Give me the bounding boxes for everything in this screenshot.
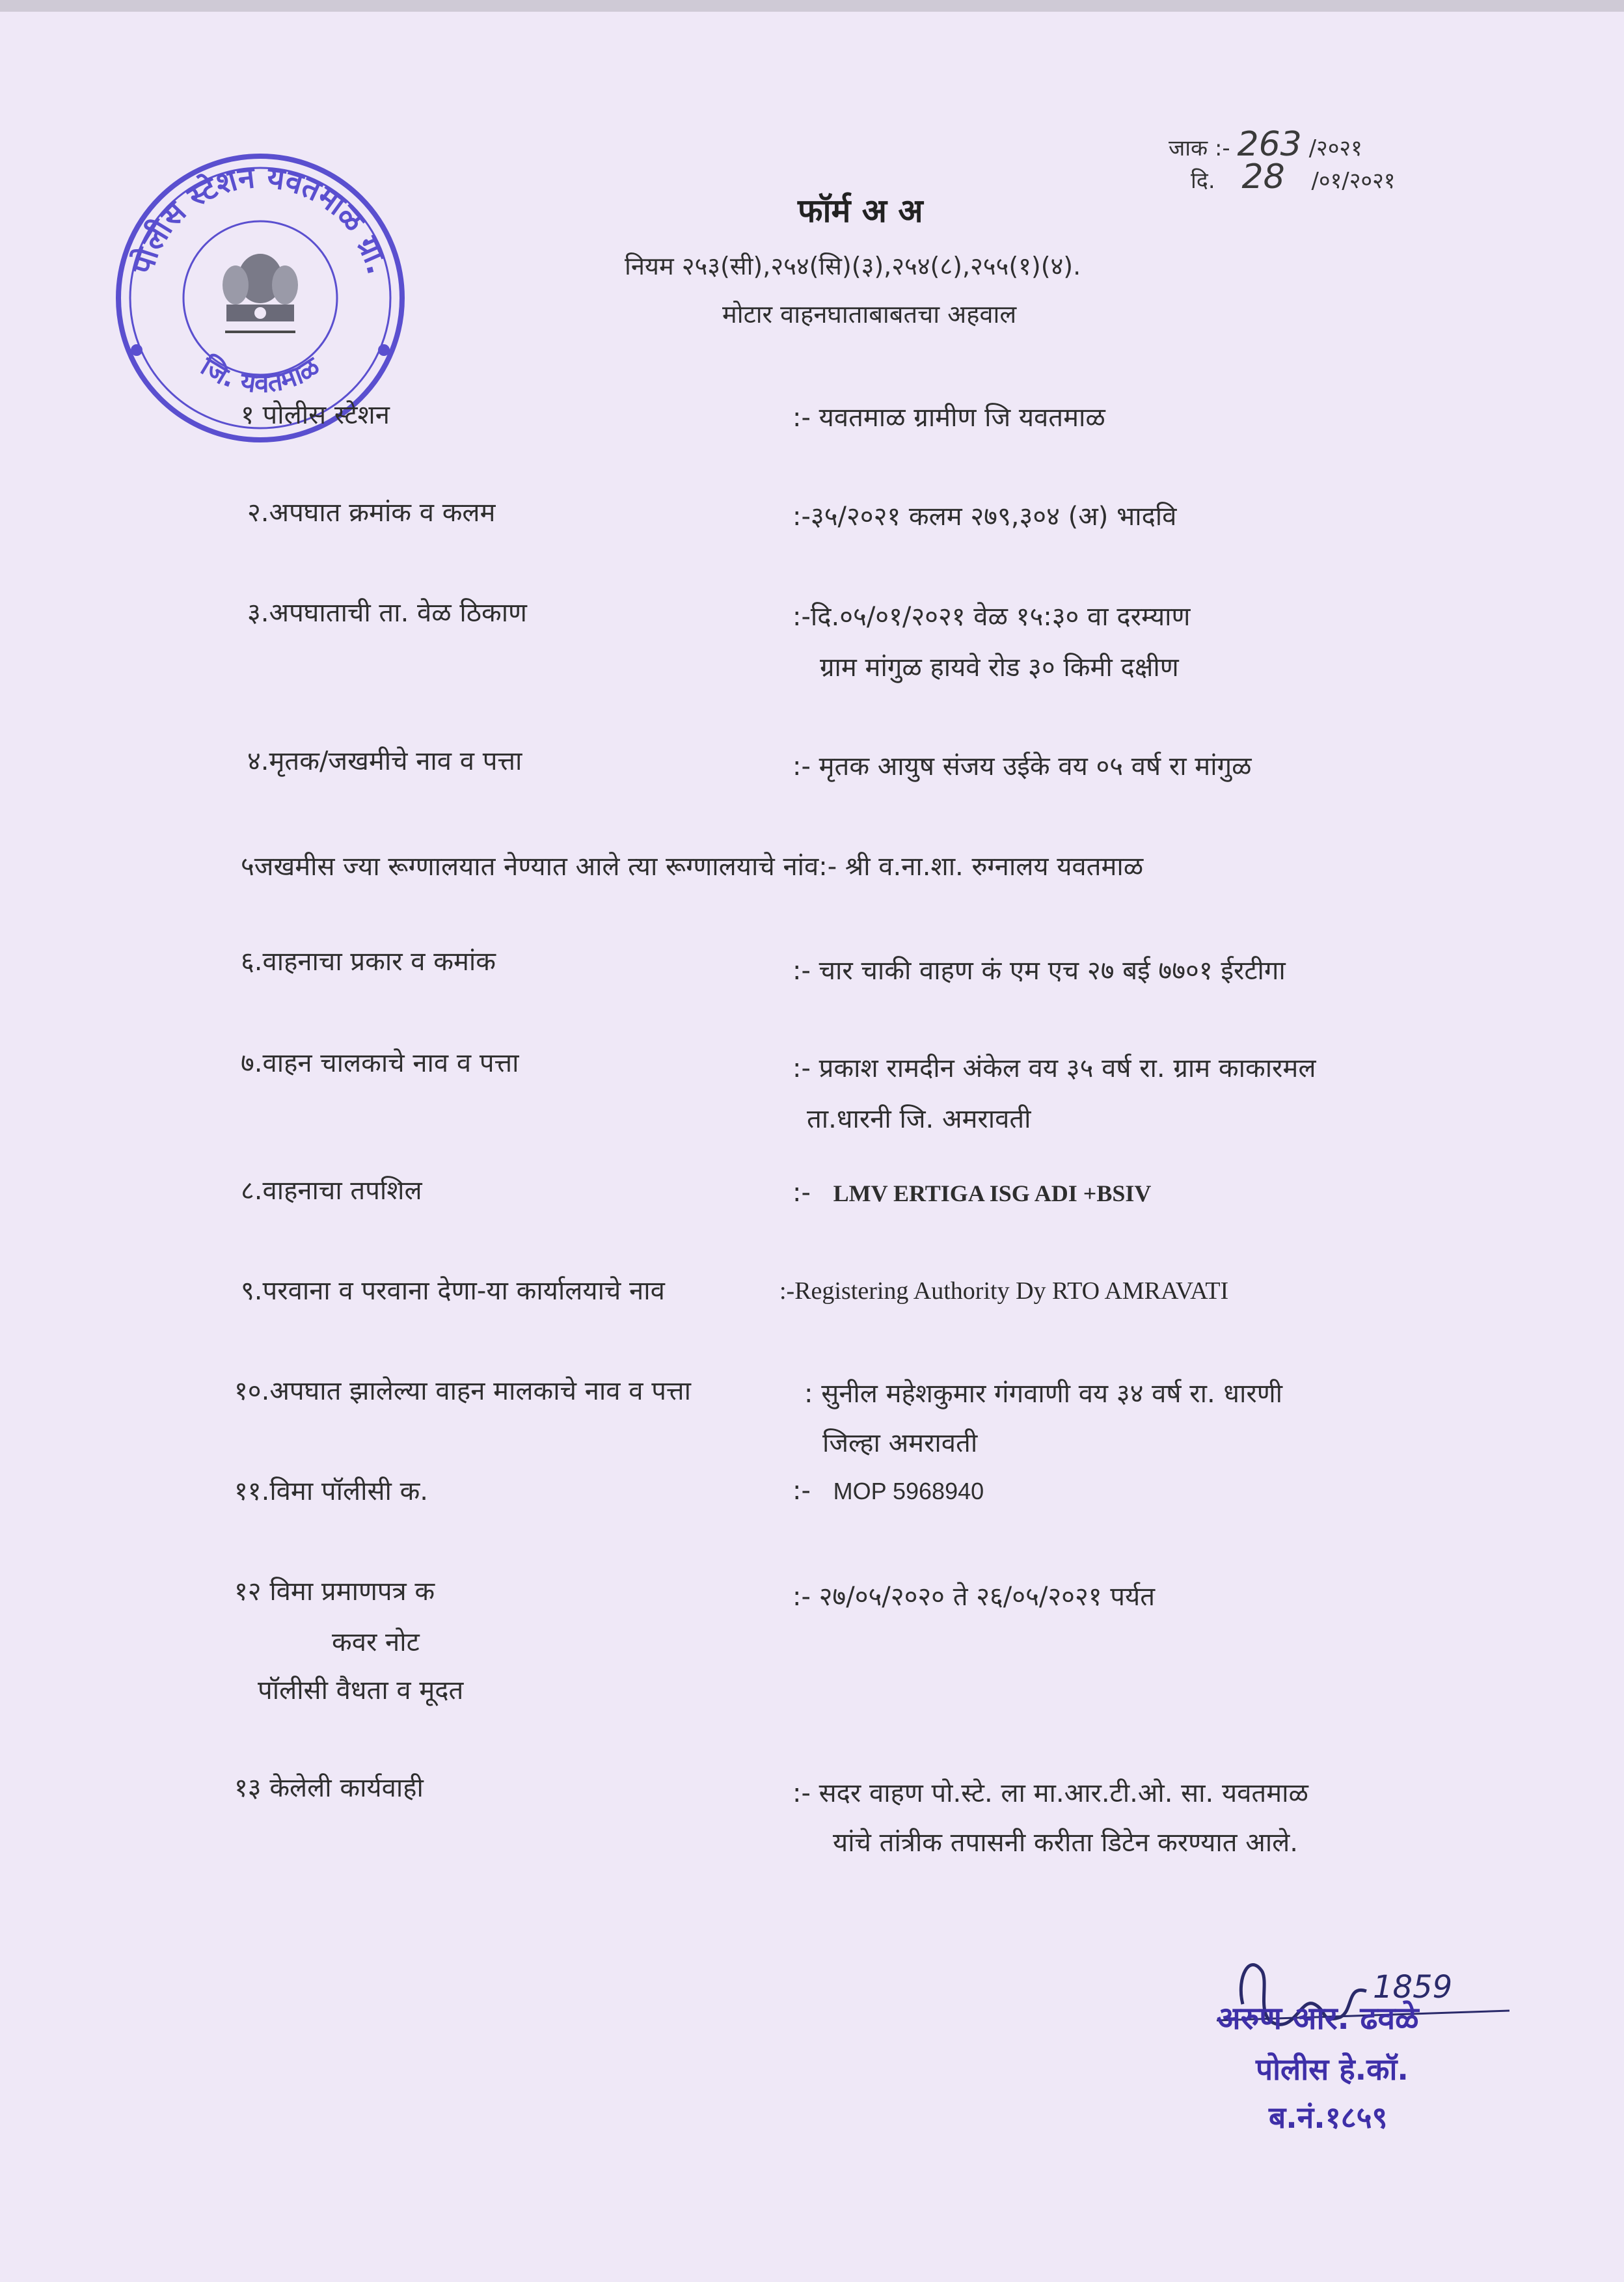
reference-no-year: /२०२१ [1308, 135, 1362, 161]
field-12-label: १२ विमा प्रमाणपत्र क [234, 1577, 435, 1607]
field-8-value [792, 1178, 1151, 1208]
field-7-value-line2: ता.धारनी जि. अमरावती [807, 1104, 1031, 1134]
field-10-label: १०.अपघात झालेल्या वाहन मालकाचे नाव व पत्ता [234, 1376, 691, 1406]
field-13-value-line2: यांचे तांत्रीक तपासनी करीता डिटेन करण्यात आले. [833, 1828, 1298, 1858]
field-12-value: :- २७/०५/२०२० ते २६/०५/२०२१ पर्यत [792, 1582, 1155, 1612]
reference-date-rest: /०१/२०२१ [1311, 168, 1396, 194]
field-11-policy-number: MOP 5968940 [833, 1478, 984, 1504]
field-8-prefix: :- [792, 1178, 811, 1208]
field-2-value: :-३५/२०२१ कलम २७९,३०४ (अ) भादवि [792, 502, 1177, 532]
state-emblem-icon [223, 254, 298, 332]
field-11-label: ११.विमा पॉलीसी क. [234, 1476, 429, 1506]
reference-no-value: 263 [1237, 125, 1302, 164]
field-13-label: १३ केलेली कार्यवाही [234, 1773, 424, 1803]
field-3-value-line2: ग्राम मांगुळ हायवे रोड ३० किमी दक्षीण [820, 653, 1179, 683]
reference-date [1191, 157, 1395, 197]
signatory-badge: ब.नं.१८५९ [1269, 2100, 1388, 2135]
field-13-value: :- सदर वाहण पो.स्टे. ला मा.आर.टी.ओ. सा. यवतमाळ [792, 1778, 1308, 1808]
field-8-vehicle-details: LMV ERTIGA ISG ADI +BSIV [833, 1180, 1152, 1206]
field-6-value: :- चार चाकी वाहण कं एम एच २७ बई ७७०१ ईरटीगा [792, 956, 1286, 986]
signature-handwriting: 1859 [1373, 1969, 1453, 2005]
field-8-label: ८.वाहनाचा तपशिल [241, 1176, 422, 1206]
scan-edge [0, 0, 1624, 12]
field-9-label: ९.परवाना व परवाना देणा-या कार्यालयाचे नाव [241, 1276, 665, 1306]
field-1-label: १ पोलीस स्टेशन [241, 400, 390, 430]
rules-line: नियम २५३(सी),२५४(सि)(३),२५४(८),२५५(१)(४). [625, 252, 1081, 280]
report-subtitle: मोटार वाहनघाताबाबतचा अहवाल [722, 300, 1017, 329]
field-1-value: :- यवतमाळ ग्रामीण जि यवतमाळ [792, 403, 1105, 433]
field-10-value-line2: जिल्हा अमरावती [822, 1428, 978, 1458]
field-4-value: :- मृतक आयुष संजय उईके वय ०५ वर्ष रा मांगुळ [792, 752, 1252, 781]
field-11-prefix: :- [792, 1476, 811, 1506]
reference-date-label: दि. [1191, 168, 1215, 194]
field-2-label: २.अपघात क्रमांक व कलम [247, 498, 496, 528]
stamp-bottom-text: जि. यवतमाळ [195, 351, 325, 399]
field-12-label-line2: कवर नोट [332, 1627, 420, 1657]
field-11-value [792, 1476, 984, 1506]
field-12-label-line3: पॉलीसी वैधता व मूदत [258, 1676, 464, 1705]
field-5-line: ५जखमीस ज्या रूग्णालयात नेण्यात आले त्या रूग्णालयाचे नांव:- श्री व.ना.शा. रुग्नालय यवतमाळ [241, 852, 1144, 882]
signatory-name: अरुण आर. ढवळे [1217, 2000, 1419, 2037]
field-7-label: ७.वाहन चालकाचे नाव व पत्ता [241, 1048, 519, 1078]
field-3-value: :-दि.०५/०१/२०२१ वेळ १५:३० वा दरम्याण [792, 602, 1191, 632]
field-3-label: ३.अपघाताची ता. वेळ ठिकाण [247, 598, 527, 628]
field-7-value: :- प्रकाश रामदीन अंकेल वय ३५ वर्ष रा. ग्राम काकारमल [792, 1053, 1316, 1083]
signatory-designation: पोलीस हे.कॉ. [1256, 2052, 1409, 2087]
field-9-value: :-Registering Authority Dy RTO AMRAVATI [779, 1277, 1229, 1305]
reference-date-value: 28 [1241, 157, 1285, 197]
field-4-label: ४.मृतक/जखमीचे नाव व पत्ता [247, 746, 522, 776]
field-10-value: : सुनील महेशकुमार गंगवाणी वय ३४ वर्ष रा. धारणी [804, 1379, 1282, 1409]
field-6-label: ६.वाहनाचा प्रकार व कमांक [241, 947, 496, 977]
form-title: फॉर्म अ अ [798, 192, 923, 230]
reference-no-label: जाक :- [1169, 135, 1230, 161]
stamp-top-text: पोलीस स्टेशन यवतमाळ ग्रा. [124, 159, 396, 278]
